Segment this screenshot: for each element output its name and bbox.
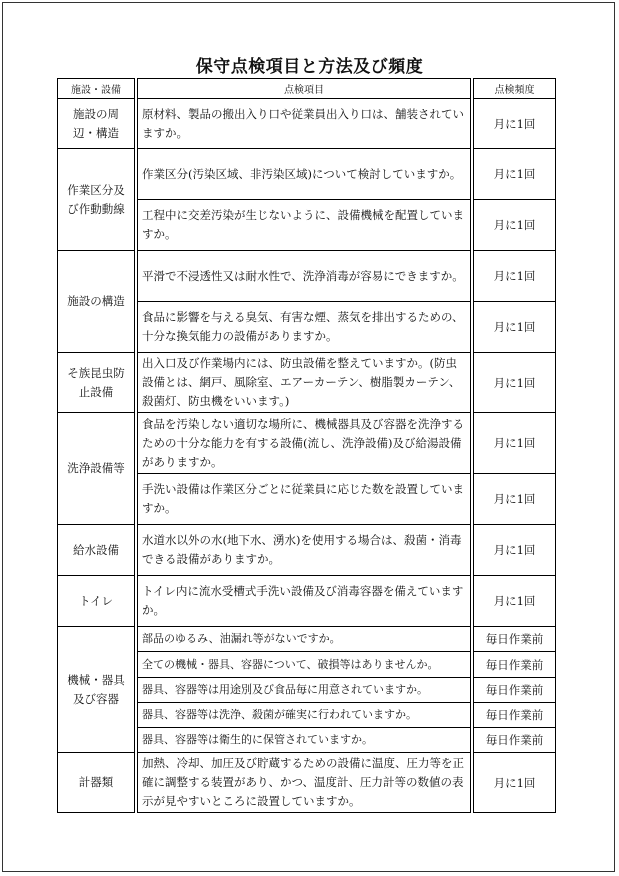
- frequency-cell: 毎日作業前: [474, 652, 556, 678]
- inspection-item-cell: 部品のゆるみ、油漏れ等がないですか。: [138, 627, 471, 652]
- inspection-item-cell: 器具、容器等は衛生的に保管されていますか。: [138, 728, 471, 753]
- inspection-item-cell: 食品に影響を与える臭気、有害な煙、蒸気を排出するための、十分な換気能力の設備がありますか。: [138, 302, 471, 353]
- header-item: 点検項目: [138, 79, 471, 99]
- frequency-cell: 月に1回: [474, 474, 556, 525]
- inspection-item-cell: 全ての機械・器具、容器について、破損等はありませんか。: [138, 652, 471, 678]
- table-row: [58, 525, 556, 576]
- frequency-cell: 月に1回: [474, 251, 556, 302]
- facility-cell: トイレ: [58, 576, 135, 627]
- frequency-cell: 月に1回: [474, 576, 556, 627]
- inspection-item-cell: 器具、容器等は用途別及び食品毎に用意されていますか。: [138, 678, 471, 703]
- frequency-cell: 月に1回: [474, 525, 556, 576]
- table-row: [58, 149, 556, 200]
- table-body: [58, 99, 556, 813]
- document-title: 保守点検項目と方法及び頻度: [195, 57, 424, 77]
- header-facility: 施設・設備: [58, 79, 135, 99]
- facility-cell: 計器類: [58, 753, 135, 813]
- inspection-item-cell: 平滑で不浸透性又は耐水性で、洗浄消毒が容易にできますか。: [138, 251, 471, 302]
- frequency-cell: 月に1回: [474, 353, 556, 413]
- inspection-item-cell: 作業区分(汚染区域、非汚染区域)について検討していますか。: [138, 149, 471, 200]
- facility-cell: 施設の構造: [58, 251, 135, 353]
- table-row: [58, 99, 556, 149]
- table-row: [58, 413, 556, 474]
- table-row: [58, 576, 556, 627]
- inspection-item-cell: 器具、容器等は洗浄、殺菌が確実に行われていますか。: [138, 703, 471, 728]
- inspection-item-cell: トイレ内に流水受槽式手洗い設備及び消毒容器を備えていますか。: [138, 576, 471, 627]
- inspection-item-cell: 加熱、冷却、加圧及び貯蔵するための設備に温度、圧力等を正確に調整する装置があり、かつ、温度計、圧力計等の数値の表示が見やすいところに設置していますか。: [138, 753, 471, 813]
- table-row: [58, 251, 556, 302]
- inspection-item-cell: 水道水以外の水(地下水、湧水)を使用する場合は、殺菌・消毒できる設備がありますか。: [138, 525, 471, 576]
- facility-cell: 機械・器具及び容器: [58, 627, 135, 753]
- frequency-cell: 月に1回: [474, 413, 556, 474]
- facility-cell: 洗浄設備等: [58, 413, 135, 525]
- inspection-item-cell: 手洗い設備は作業区分ごとに従業員に応じた数を設置していますか。: [138, 474, 471, 525]
- facility-cell: 作業区分及び作動動線: [58, 149, 135, 251]
- header-row: [58, 79, 556, 99]
- frequency-cell: 毎日作業前: [474, 703, 556, 728]
- table-row: [58, 753, 556, 813]
- inspection-item-cell: 出入口及び作業場内には、防虫設備を整えていますか。(防虫設備とは、網戸、風除室、エアーカーテン、樹脂製カーテン、殺菌灯、防虫機をいいます。): [138, 353, 471, 413]
- inspection-item-cell: 食品を汚染しない適切な場所に、機械器具及び容器を洗浄するための十分な能力を有する設備(流し、洗浄設備)及び給湯設備がありますか。: [138, 413, 471, 474]
- table-row: [58, 627, 556, 652]
- frequency-cell: 月に1回: [474, 753, 556, 813]
- frequency-cell: 毎日作業前: [474, 678, 556, 703]
- table-row: [58, 353, 556, 413]
- inspection-item-cell: 工程中に交差汚染が生じないように、設備機械を配置していますか。: [138, 200, 471, 251]
- frequency-cell: 月に1回: [474, 99, 556, 149]
- frequency-cell: 月に1回: [474, 149, 556, 200]
- frequency-cell: 毎日作業前: [474, 627, 556, 652]
- header-frequency: 点検頻度: [474, 79, 556, 99]
- frequency-cell: 毎日作業前: [474, 728, 556, 753]
- facility-cell: 給水設備: [58, 525, 135, 576]
- inspection-table: [57, 78, 556, 813]
- inspection-item-cell: 原材料、製品の搬出入り口や従業員出入り口は、舗装されていますか。: [138, 99, 471, 149]
- frequency-cell: 月に1回: [474, 302, 556, 353]
- facility-cell: 施設の周辺・構造: [58, 99, 135, 149]
- facility-cell: そ族昆虫防止設備: [58, 353, 135, 413]
- frequency-cell: 月に1回: [474, 200, 556, 251]
